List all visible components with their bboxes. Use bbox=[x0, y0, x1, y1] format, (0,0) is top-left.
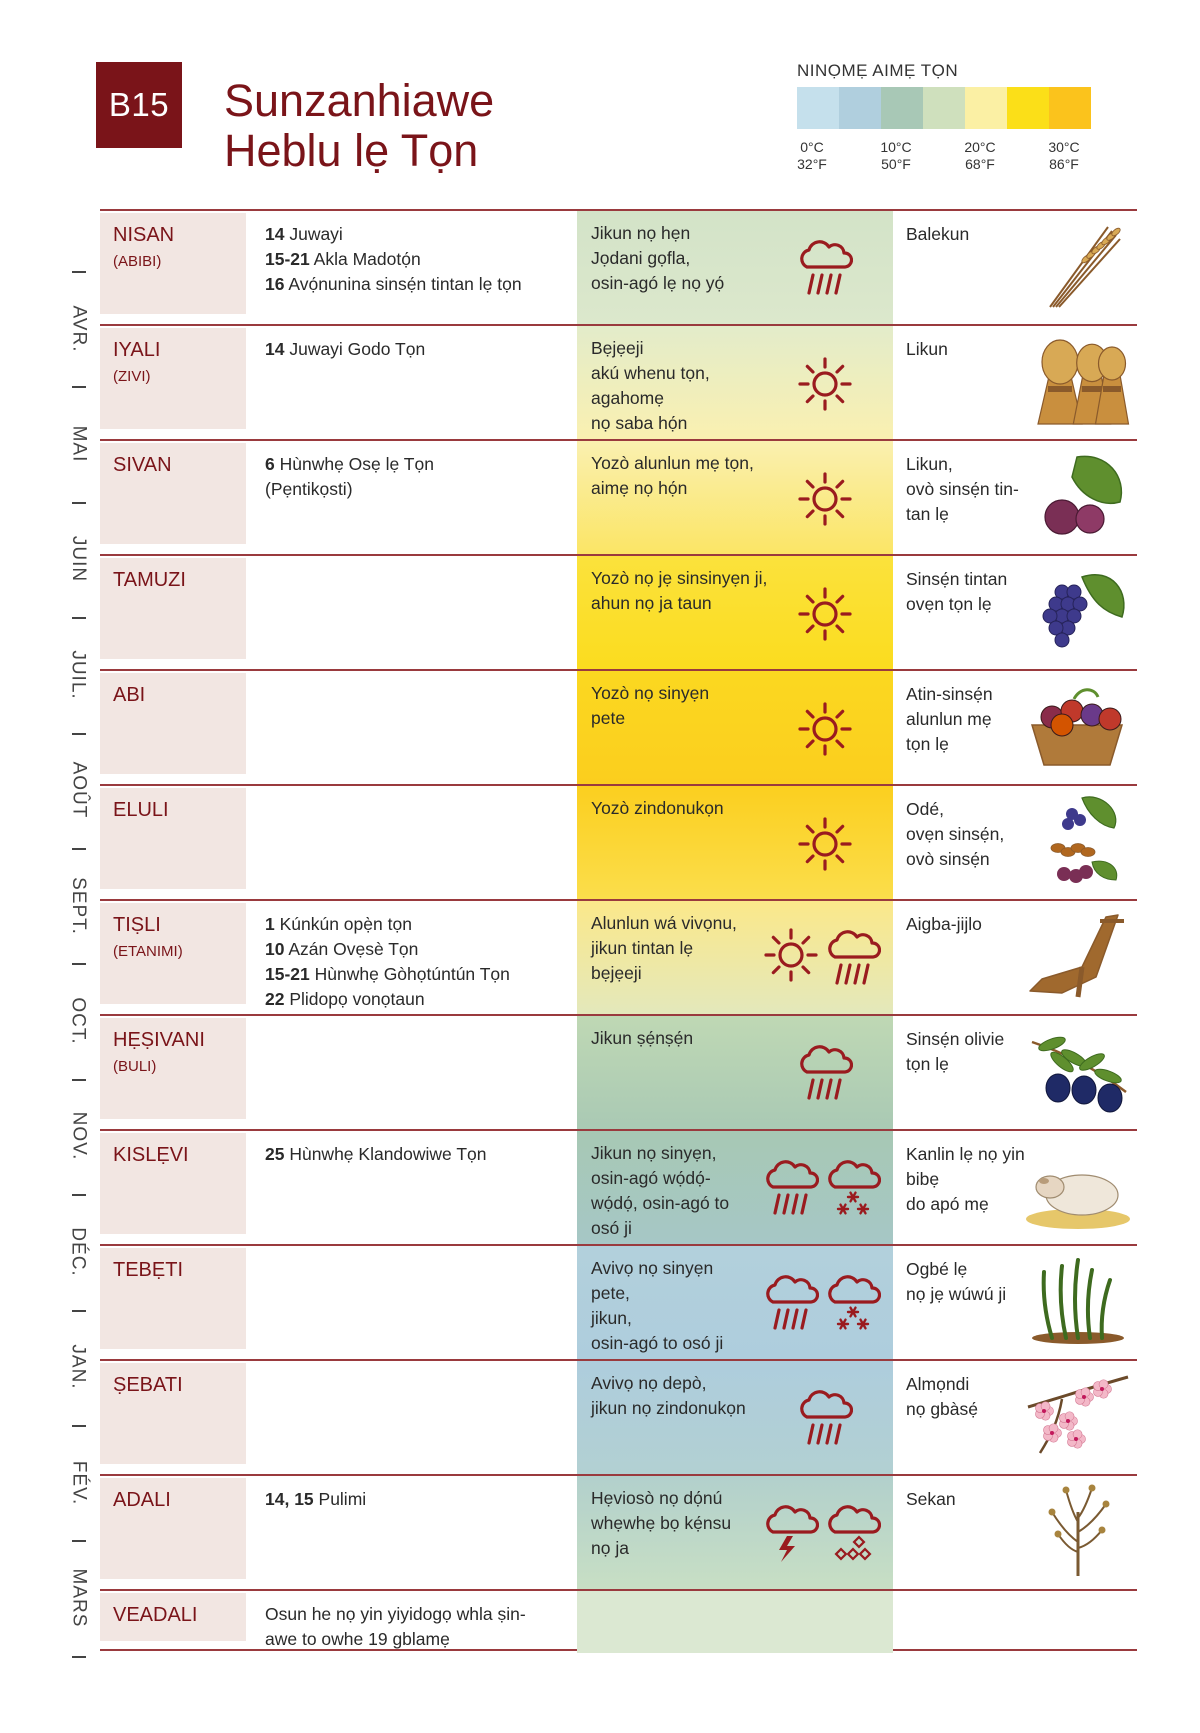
tick-fahrenheit: 32°F bbox=[797, 156, 827, 172]
climate-line: whẹwhẹ bọ kẹ́nsu bbox=[591, 1513, 732, 1533]
legend-tick bbox=[866, 139, 926, 173]
gregorian-month-label bbox=[60, 963, 96, 1078]
sun-icon bbox=[797, 816, 853, 872]
climate-line: Yozò zindonukọn bbox=[591, 798, 724, 818]
climate-line: Yozò nọ sinyẹn bbox=[591, 683, 710, 703]
month-alt-name: (ETANIMI) bbox=[113, 943, 183, 960]
climate-cell bbox=[577, 671, 893, 786]
crop-text bbox=[906, 452, 1136, 527]
gregorian-month-text: MARS bbox=[68, 1568, 89, 1628]
crop-text bbox=[906, 222, 1136, 247]
climate-line: bẹjẹeji bbox=[591, 963, 642, 983]
tick-celsius: 30°C bbox=[1048, 139, 1080, 155]
tick-fahrenheit: 50°F bbox=[881, 156, 911, 172]
climate-cell bbox=[577, 1016, 893, 1131]
gregorian-month-text: OCT. bbox=[68, 997, 89, 1045]
crop-line: nọ gbàsẹ́ bbox=[906, 1399, 979, 1419]
calendar-row bbox=[100, 784, 1137, 899]
festival-name: awe to owhe 19 gblamẹ bbox=[265, 1629, 450, 1649]
festival-line bbox=[265, 1627, 565, 1652]
crop-text bbox=[906, 1027, 1136, 1077]
festival-line bbox=[265, 272, 565, 297]
title-line-1: Sunzanhiawe bbox=[224, 75, 495, 126]
festival-line bbox=[265, 247, 565, 272]
calendar-row bbox=[100, 1589, 1137, 1651]
climate-cell bbox=[577, 211, 893, 326]
crop-text bbox=[906, 1372, 1136, 1422]
crop-line: Odé, bbox=[906, 799, 944, 819]
climate-line: pete, bbox=[591, 1283, 630, 1303]
festival-name: Kúnkún opẹ̀n tọn bbox=[274, 914, 412, 934]
gregorian-month-label bbox=[60, 271, 96, 386]
crop-line: Sinsẹ́n olivie bbox=[906, 1029, 1005, 1049]
climate-cell bbox=[577, 326, 893, 441]
gregorian-month-label bbox=[60, 1310, 96, 1425]
calendar-row bbox=[100, 1359, 1137, 1474]
crop-text bbox=[906, 567, 1136, 617]
climate-text bbox=[591, 1256, 879, 1356]
month-cell bbox=[100, 673, 246, 774]
gregorian-month-text: DÉC. bbox=[68, 1227, 89, 1277]
crop-cell bbox=[906, 1363, 1136, 1474]
festival-cell bbox=[265, 1363, 565, 1381]
month-name: ELULI bbox=[113, 799, 169, 821]
calendar-row bbox=[100, 439, 1137, 554]
weather-icons bbox=[797, 816, 853, 872]
crop-line: Sekan bbox=[906, 1489, 956, 1509]
legend-tick bbox=[950, 139, 1010, 173]
crop-cell bbox=[906, 1593, 1136, 1651]
tick-celsius: 0°C bbox=[800, 139, 824, 155]
month-cell bbox=[100, 903, 246, 1004]
month-name: VEADALI bbox=[113, 1604, 198, 1626]
crop-line: ovò sinsẹ́n bbox=[906, 849, 990, 869]
crop-text bbox=[906, 797, 1136, 872]
climate-line: Jikun nọ hẹn bbox=[591, 223, 691, 243]
festival-date: 14 bbox=[265, 339, 285, 359]
month-name: ADALI bbox=[113, 1489, 171, 1511]
title-line-2: Heblu lẹ Tọn bbox=[224, 125, 479, 176]
gregorian-month-label bbox=[60, 1194, 96, 1309]
calendar-table bbox=[100, 209, 1137, 1651]
climate-cell bbox=[577, 556, 893, 671]
calendar-row bbox=[100, 554, 1137, 669]
climate-text bbox=[591, 336, 879, 436]
gregorian-month-text: JUIL. bbox=[68, 650, 90, 700]
festival-line bbox=[265, 1142, 565, 1167]
tick-celsius: 10°C bbox=[880, 139, 912, 155]
festival-name: Pulimi bbox=[313, 1489, 367, 1509]
climate-text bbox=[591, 911, 879, 986]
climate-line: jikun nọ zindonukọn bbox=[591, 1398, 746, 1418]
gregorian-month-text: JAN. bbox=[68, 1344, 89, 1390]
month-cell bbox=[100, 213, 246, 314]
climate-text bbox=[591, 681, 879, 731]
gregorian-month-text: MAI bbox=[68, 425, 89, 463]
month-name: ṢEBATI bbox=[113, 1374, 183, 1396]
crop-cell bbox=[906, 1133, 1136, 1244]
legend-tick bbox=[1034, 139, 1094, 173]
legend-tick bbox=[782, 139, 842, 173]
legend-swatch bbox=[1007, 87, 1049, 129]
crop-cell bbox=[906, 1018, 1136, 1129]
festival-line bbox=[265, 337, 565, 362]
climate-line: Bẹjẹeji bbox=[591, 338, 644, 358]
page-title bbox=[224, 76, 494, 176]
gregorian-month-label bbox=[60, 617, 96, 732]
legend-ticks bbox=[797, 139, 1097, 175]
festival-line bbox=[265, 222, 565, 247]
crop-line: Balekun bbox=[906, 224, 970, 244]
legend-swatch bbox=[797, 87, 839, 129]
month-name: HẸṢIVANI bbox=[113, 1029, 205, 1051]
festival-line bbox=[265, 912, 565, 937]
month-cell bbox=[100, 443, 246, 544]
crop-cell bbox=[906, 788, 1136, 899]
festival-cell bbox=[265, 1593, 565, 1661]
festival-date: 6 bbox=[265, 454, 275, 474]
month-name: SIVAN bbox=[113, 454, 172, 476]
gregorian-month-text: NOV. bbox=[68, 1112, 89, 1161]
tick-fahrenheit: 86°F bbox=[1049, 156, 1079, 172]
gregorian-month-label bbox=[60, 386, 96, 501]
calendar-row bbox=[100, 1244, 1137, 1359]
month-alt-name: (BULI) bbox=[113, 1058, 157, 1075]
festival-name: Akla Madotọ́n bbox=[309, 249, 421, 269]
climate-line: Hẹviosò nọ dọ́nú bbox=[591, 1488, 723, 1508]
calendar-row bbox=[100, 209, 1137, 324]
month-cell bbox=[100, 558, 246, 659]
legend-swatch bbox=[881, 87, 923, 129]
festival-name: Hùnwhẹ Osẹ lẹ Tọn bbox=[274, 454, 434, 474]
festival-cell bbox=[265, 1248, 565, 1266]
crop-text bbox=[906, 1257, 1136, 1307]
crop-text bbox=[906, 1487, 1136, 1512]
month-name: TAMUZI bbox=[113, 569, 186, 591]
gregorian-month-label bbox=[60, 848, 96, 963]
festival-name: Avọ́nunina sinsẹ́n tintan lẹ tọn bbox=[284, 274, 522, 294]
festival-date: 25 bbox=[265, 1144, 285, 1164]
calendar-row bbox=[100, 1129, 1137, 1244]
crop-line: Ogbé lẹ bbox=[906, 1259, 968, 1279]
climate-line: aimẹ nọ họ́n bbox=[591, 478, 688, 498]
crop-text bbox=[906, 912, 1136, 937]
climate-line: osin-agó wọ́dọ́- bbox=[591, 1168, 711, 1188]
festival-line bbox=[265, 1602, 565, 1627]
climate-line: pete bbox=[591, 708, 626, 728]
festival-date: 1 bbox=[265, 914, 275, 934]
crop-line: Sinsẹ́n tintan bbox=[906, 569, 1008, 589]
crop-line: Aigba-jijlo bbox=[906, 914, 982, 934]
month-cell bbox=[100, 1248, 246, 1349]
crop-line: Kanlin lẹ nọ yin bbox=[906, 1144, 1025, 1164]
climate-line: Yozò alunlun mẹ tọn, bbox=[591, 453, 754, 473]
climate-line: Avivọ nọ sinyẹn bbox=[591, 1258, 714, 1278]
climate-line: Jikun ṣẹ́nṣẹ́n bbox=[591, 1028, 694, 1048]
crop-line: ovẹn tọn lẹ bbox=[906, 594, 992, 614]
legend-swatch bbox=[839, 87, 881, 129]
festival-date: 16 bbox=[265, 274, 285, 294]
crop-line: bibẹ bbox=[906, 1169, 940, 1189]
month-name: NISAN bbox=[113, 224, 175, 246]
calendar-row bbox=[100, 1014, 1137, 1129]
crop-cell bbox=[906, 903, 1136, 1014]
month-cell bbox=[100, 1363, 246, 1464]
month-name: ABI bbox=[113, 684, 146, 706]
legend-swatch bbox=[1049, 87, 1091, 129]
calendar-row bbox=[100, 1474, 1137, 1589]
festival-cell bbox=[265, 443, 565, 511]
legend-title: NINỌMẸ AIMẸ TỌN bbox=[797, 61, 959, 80]
temperature-legend bbox=[797, 61, 1097, 175]
climate-line: nọ saba họ́n bbox=[591, 413, 688, 433]
gregorian-month-strip bbox=[60, 209, 96, 1659]
month-name: TIṢLI bbox=[113, 914, 161, 936]
gregorian-month-text: AOÛT bbox=[68, 761, 89, 819]
festival-cell bbox=[265, 1133, 565, 1176]
festival-date: 15-21 bbox=[265, 964, 310, 984]
climate-cell bbox=[577, 441, 893, 556]
crop-cell bbox=[906, 443, 1136, 554]
crop-line: alunlun mẹ bbox=[906, 709, 992, 729]
festival-name: Plidopọ vonọtaun bbox=[284, 989, 425, 1009]
crop-text bbox=[906, 1142, 1136, 1217]
festival-name: Juwayi bbox=[284, 224, 343, 244]
festival-cell bbox=[265, 903, 565, 1021]
climate-cell bbox=[577, 901, 893, 1016]
climate-line: ahun nọ ja taun bbox=[591, 593, 712, 613]
month-alt-name: (ABIBI) bbox=[113, 253, 162, 270]
festival-cell bbox=[265, 1018, 565, 1036]
gregorian-month-text: FÉV. bbox=[68, 1460, 89, 1505]
festival-line bbox=[265, 962, 565, 987]
climate-cell bbox=[577, 1246, 893, 1361]
festival-line bbox=[265, 987, 565, 1012]
festival-cell bbox=[265, 673, 565, 691]
crop-text bbox=[906, 682, 1136, 757]
gregorian-month-label bbox=[60, 1540, 96, 1655]
climate-text bbox=[591, 1141, 879, 1241]
climate-line: agahomẹ bbox=[591, 388, 664, 408]
festival-name: Juwayi Godo Tọn bbox=[284, 339, 426, 359]
climate-line: osin-agó to osó ji bbox=[591, 1333, 724, 1353]
crop-line: ovẹn sinsẹ́n, bbox=[906, 824, 1005, 844]
festival-date: 14 bbox=[265, 224, 285, 244]
festival-name: Azán Ovẹsè Tọn bbox=[284, 939, 419, 959]
climate-line: akú whenu tọn, bbox=[591, 363, 710, 383]
climate-text bbox=[591, 1026, 879, 1051]
month-cell bbox=[100, 1133, 246, 1234]
climate-cell bbox=[577, 786, 893, 901]
crop-line: tọn lẹ bbox=[906, 734, 949, 754]
crop-cell bbox=[906, 558, 1136, 669]
tick-fahrenheit: 68°F bbox=[965, 156, 995, 172]
climate-line: osó ji bbox=[591, 1218, 632, 1238]
festival-name: (Pẹntikọsti) bbox=[265, 479, 353, 499]
climate-line: jikun, bbox=[591, 1308, 632, 1328]
tick-celsius: 20°C bbox=[964, 139, 996, 155]
legend-swatch bbox=[965, 87, 1007, 129]
festival-date: 10 bbox=[265, 939, 285, 959]
crop-line: Atin-sinsẹ́n bbox=[906, 684, 993, 704]
month-cell bbox=[100, 1593, 246, 1641]
climate-cell bbox=[577, 1591, 893, 1653]
legend-color-bar bbox=[797, 87, 1097, 129]
crop-cell bbox=[906, 213, 1136, 324]
climate-line: Jikun nọ sinyẹn, bbox=[591, 1143, 717, 1163]
crop-line: nọ jẹ wúwú ji bbox=[906, 1284, 1007, 1304]
month-cell bbox=[100, 328, 246, 429]
festival-name: Hùnwhẹ Gòhọtúntún Tọn bbox=[309, 964, 510, 984]
crop-cell bbox=[906, 673, 1136, 784]
festival-line bbox=[265, 477, 565, 502]
climate-text bbox=[591, 221, 879, 296]
weather-icons bbox=[797, 1042, 853, 1104]
festival-date: 15-21 bbox=[265, 249, 310, 269]
festival-cell bbox=[265, 213, 565, 306]
climate-cell bbox=[577, 1131, 893, 1246]
crop-line: ovò sinsẹ́n tin- bbox=[906, 479, 1019, 499]
month-alt-name: (ZIVI) bbox=[113, 368, 151, 385]
climate-text bbox=[591, 451, 879, 501]
festival-line bbox=[265, 1487, 565, 1512]
climate-line: wọ́dọ́, osin-agó to bbox=[591, 1193, 730, 1213]
crop-cell bbox=[906, 1248, 1136, 1359]
gregorian-month-label bbox=[60, 1079, 96, 1194]
month-divider-mark bbox=[72, 1656, 86, 1658]
festival-line bbox=[265, 452, 565, 477]
rain-cloud-icon bbox=[797, 1042, 853, 1104]
climate-line: jikun tintan lẹ bbox=[591, 938, 694, 958]
climate-line: Avivọ nọ depò, bbox=[591, 1373, 707, 1393]
festival-date: 22 bbox=[265, 989, 285, 1009]
climate-line: Alunlun wá vivọnu, bbox=[591, 913, 737, 933]
gregorian-month-text: AVR. bbox=[68, 305, 89, 353]
gregorian-month-label bbox=[60, 733, 96, 848]
gregorian-month-label bbox=[60, 1425, 96, 1540]
crop-line: Likun bbox=[906, 339, 948, 359]
climate-text bbox=[591, 1371, 879, 1421]
gregorian-month-text: SEPT. bbox=[68, 876, 89, 935]
month-name: IYALI bbox=[113, 339, 161, 361]
calendar-row bbox=[100, 899, 1137, 1014]
gregorian-month-text: JUIN bbox=[68, 536, 90, 583]
climate-text bbox=[591, 566, 879, 616]
climate-line: osin-agó lẹ nọ yọ́ bbox=[591, 273, 725, 293]
legend-swatch bbox=[923, 87, 965, 129]
climate-cell bbox=[577, 1476, 893, 1591]
climate-cell bbox=[577, 1361, 893, 1476]
crop-cell bbox=[906, 1478, 1136, 1589]
festival-cell bbox=[265, 788, 565, 806]
crop-line: do apó mẹ bbox=[906, 1194, 989, 1214]
climate-line: Yozò nọ jẹ sinsinyẹn ji, bbox=[591, 568, 768, 588]
calendar-row bbox=[100, 324, 1137, 439]
month-cell bbox=[100, 1018, 246, 1119]
section-badge: B15 bbox=[96, 62, 182, 148]
climate-line: Jọdani gọfla, bbox=[591, 248, 691, 268]
crop-line: Likun, bbox=[906, 454, 953, 474]
month-name: KISLẸVI bbox=[113, 1144, 189, 1166]
crop-cell bbox=[906, 328, 1136, 439]
climate-text bbox=[591, 1486, 879, 1561]
festival-date: 14, 15 bbox=[265, 1489, 314, 1509]
crop-text bbox=[906, 337, 1136, 362]
crop-line: Almọndi bbox=[906, 1374, 970, 1394]
climate-line: nọ ja bbox=[591, 1538, 629, 1558]
festival-cell bbox=[265, 558, 565, 576]
month-cell bbox=[100, 1478, 246, 1579]
crop-line: tọn lẹ bbox=[906, 1054, 949, 1074]
festival-cell bbox=[265, 328, 565, 371]
festival-name: Hùnwhẹ Klandowiwe Tọn bbox=[284, 1144, 487, 1164]
festival-name: Osun he nọ yin yiyidogọ whla ṣin- bbox=[265, 1604, 526, 1624]
climate-text bbox=[591, 796, 879, 821]
crop-line: tan lẹ bbox=[906, 504, 949, 524]
calendar-row bbox=[100, 669, 1137, 784]
gregorian-month-label bbox=[60, 502, 96, 617]
festival-cell bbox=[265, 1478, 565, 1521]
month-name: TEBẸTI bbox=[113, 1259, 184, 1281]
festival-line bbox=[265, 937, 565, 962]
month-cell bbox=[100, 788, 246, 889]
